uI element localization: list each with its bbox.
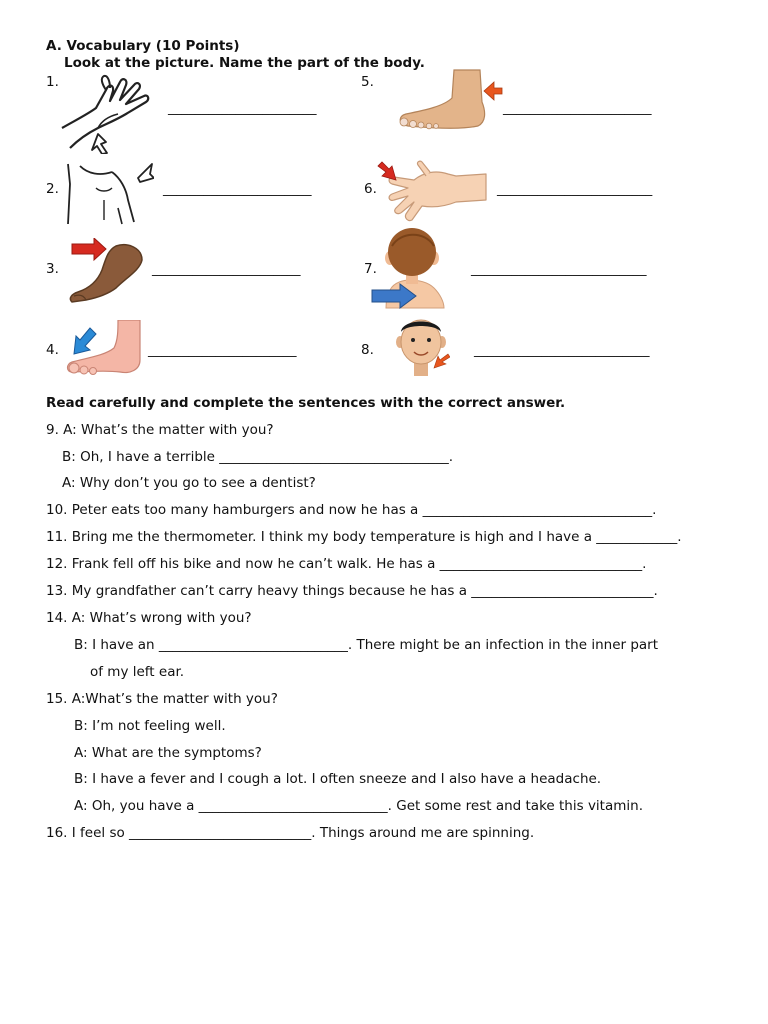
vocab-number-8: 8.: [361, 342, 374, 358]
vocab-number-6: 6.: [364, 181, 377, 197]
section-title: A. Vocabulary (10 Points): [46, 38, 240, 54]
vocab-number-2: 2.: [46, 181, 59, 197]
question-15-line-d: B: I have a fever and I cough a lot. I often sneeze and I also have a headache.: [74, 771, 602, 787]
vocab-blank-5[interactable]: ______________________: [503, 100, 652, 116]
question-14-line-c: of my left ear.: [90, 664, 185, 680]
knee-picture: [66, 238, 152, 306]
part2-instruction: Read carefully and complete the sentences with the correct answer.: [46, 395, 566, 411]
vocab-blank-7[interactable]: __________________________: [471, 261, 647, 277]
question-15-line-e[interactable]: A: Oh, you have a ____________________________. Get some rest and take this vitamin.: [74, 798, 643, 814]
vocab-blank-3[interactable]: ______________________: [152, 261, 301, 277]
vocab-blank-4[interactable]: ______________________: [148, 342, 297, 358]
question-10[interactable]: 10. Peter eats too many hamburgers and now he has a __________________________________.: [46, 502, 657, 518]
question-15-line-a: 15. A:What’s the matter with you?: [46, 691, 278, 707]
finger-picture: [376, 160, 488, 222]
question-12[interactable]: 12. Frank fell off his bike and now he can’t walk. He has a ______________________________.: [46, 556, 647, 572]
shoulder-picture: [62, 160, 154, 226]
vocab-blank-6[interactable]: _______________________: [497, 181, 653, 197]
section-instruction: Look at the picture. Name the part of the body.: [64, 55, 425, 71]
question-9-line-a: 9. A: What’s the matter with you?: [46, 422, 274, 438]
wrist-picture: [60, 70, 156, 154]
back-picture: [370, 228, 450, 310]
question-15-line-b: B: I’m not feeling well.: [74, 718, 226, 734]
vocab-number-7: 7.: [364, 261, 377, 277]
vocab-number-3: 3.: [46, 261, 59, 277]
vocab-blank-2[interactable]: ______________________: [163, 181, 312, 197]
question-14-line-a: 14. A: What’s wrong with you?: [46, 610, 252, 626]
question-11[interactable]: 11. Bring me the thermometer. I think my body temperature is high and I have a ____________.: [46, 529, 682, 545]
neck-picture: [394, 314, 450, 378]
question-9-line-b[interactable]: B: Oh, I have a terrible __________________________________.: [62, 449, 454, 465]
question-15-line-c: A: What are the symptoms?: [74, 745, 262, 761]
ankle-picture: [396, 68, 504, 132]
vocab-blank-8[interactable]: __________________________: [474, 342, 650, 358]
question-14-line-b[interactable]: B: I have an ____________________________. There might be an infection in the inner part: [74, 637, 659, 653]
vocab-number-1: 1.: [46, 74, 59, 90]
question-9-line-c: A: Why don’t you go to see a dentist?: [62, 475, 316, 491]
vocab-blank-1[interactable]: ______________________: [168, 100, 317, 116]
vocab-number-4: 4.: [46, 342, 59, 358]
vocab-number-5: 5.: [361, 74, 374, 90]
question-13[interactable]: 13. My grandfather can’t carry heavy things because he has a ___________________________.: [46, 583, 658, 599]
question-16[interactable]: 16. I feel so ___________________________. Things around me are spinning.: [46, 825, 535, 841]
toe-picture: [64, 320, 142, 378]
